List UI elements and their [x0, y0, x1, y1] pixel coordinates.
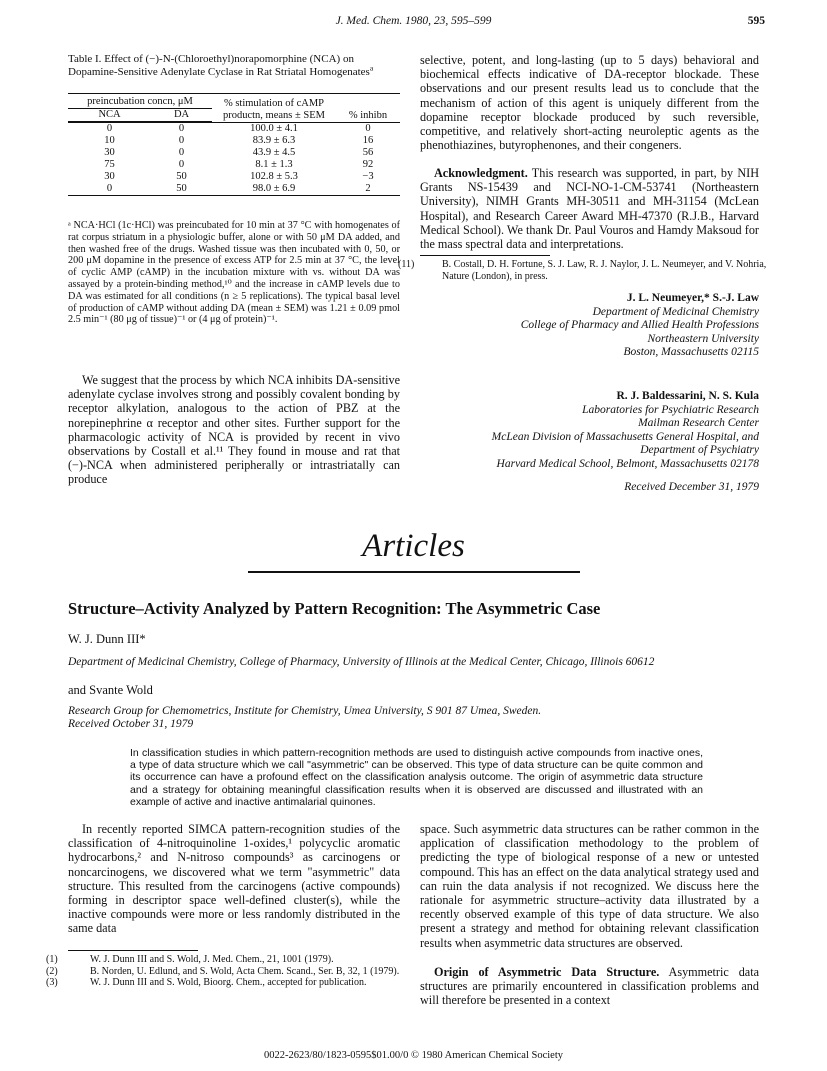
table-row — [68, 147, 400, 159]
paper-received-date: Received October 31, 1979 — [68, 718, 194, 730]
paper-author-1: W. J. Dunn III* — [68, 632, 146, 646]
table-cell-nca: 30 — [104, 147, 115, 158]
abstract: In classification studies in which pattern-recognition methods are used to distinguish active compounds from inactive ones, a type of data structure which we call "asymmetric" can be observed. This type of data structure can be quite common and its occurrence can have a profound effect on the classification analysis outcome. The origin of asymmetric data structure and a strategy for obtaining meaningful classification results when it is observed are discussed and illustrated with an example of active and inactive antimalarial quinones. — [130, 747, 703, 808]
reference-11 — [398, 259, 781, 282]
table-cell-stim: 100.0 ± 4.1 — [250, 123, 298, 134]
table-caption-label: Table I. — [68, 53, 102, 65]
header-nca: NCA — [68, 109, 151, 122]
author-block-1 — [420, 292, 759, 360]
heading-rule — [248, 571, 580, 573]
table-cell-da: 50 — [151, 183, 212, 196]
author-block-2 — [420, 390, 759, 471]
header-da: DA — [151, 109, 212, 122]
table-cell-nca: 75 — [104, 159, 115, 170]
reference-text: B. Costall, D. H. Fortune, S. J. Law, R. J. Naylor, J. L. Neumeyer, and V. Nohria, Nature (London), in press. — [442, 259, 767, 282]
table-cell-stim: 43.9 ± 4.5 — [252, 147, 296, 158]
table-cell-da: 0 — [178, 123, 185, 134]
affiliation-line: Department of Psychiatry — [640, 444, 759, 456]
page-number: 595 — [747, 15, 765, 27]
received-date-1: Received December 31, 1979 — [624, 481, 759, 493]
reference-list — [46, 954, 400, 989]
table-cell-stim: 83.9 ± 6.3 — [252, 135, 296, 146]
table-caption-mark: a — [369, 62, 374, 72]
table-cell-da: 0 — [178, 135, 185, 146]
table-cell-inhibn: −3 — [362, 171, 374, 182]
author-names-2: R. J. Baldessarini, N. S. Kula — [616, 390, 759, 402]
table-cell-nca: 10 — [104, 135, 115, 146]
table-cell-da: 0 — [178, 159, 185, 170]
origin-section-label: Origin of Asymmetric Data Structure. — [434, 965, 660, 979]
affiliation-line: Department of Medicinal Chemistry — [592, 305, 759, 318]
table-caption-text: Effect of (−)-N-(Chloroethyl)norapomorphine (NCA) on Dopamine-Sensitive Adenylate Cyclase in Rat Striatal Homogenates — [68, 53, 370, 78]
table-cell-nca: 0 — [106, 123, 113, 134]
affiliation-line: McLean Division of Massachusetts General Hospital, and — [491, 430, 759, 443]
table-row — [68, 123, 400, 136]
table-cell-inhibn: 92 — [362, 159, 374, 170]
reference-item — [46, 977, 400, 989]
table-cell-stim: 8.1 ± 1.3 — [255, 159, 293, 170]
affiliation-line: Boston, Massachusetts 02115 — [623, 346, 759, 358]
reference-text: W. J. Dunn III and S. Wold, J. Med. Chem., 21, 1001 (1979). — [90, 954, 334, 965]
paper-affiliation-2 — [68, 705, 768, 731]
running-header: J. Med. Chem. 1980, 23, 595–599 — [335, 15, 492, 27]
table-cell-nca: 30 — [104, 171, 115, 182]
acknowledgment-label: Acknowledgment. — [434, 166, 528, 180]
affiliation-line: Harvard Medical School, Belmont, Massachusetts 02178 — [496, 457, 759, 470]
table-footnote: ᵃ NCA·HCl (1c·HCl) was preincubated for 10 min at 37 °C with homogenates of rat corpus striatum in a physiologic buffer, alone or with 50 μM DA added, and then washed free of the drugs. Washed tissue was then incubated with 0, 50, or 200 μM dopamine in the presence of excess ATP for 2.5 min at 37 °C, the level of cyclic AMP (cAMP) in the incubation mixture with vs. without DA was assayed by a protein-binding method,¹⁰ and the increase in cAMP levels due to DA was estimated for all conditions (n ≥ 5 replications). The typical basal level of production of cAMP without adding DA (mean ± SEM) was 1.21 ± 0.09 pmol 2.5 min⁻¹ (80 μg of tissue)⁻¹ or (4 μg of protein)⁻¹. — [68, 220, 400, 326]
table-cell-inhibn: 2 — [336, 183, 400, 196]
paper-title: Structure–Activity Analyzed by Pattern Recognition: The Asymmetric Case — [68, 599, 601, 618]
origin-section-text: Asymmetric data structures are primarily encountered in classification problems and will therefore be presented in a context — [420, 965, 759, 1008]
reference-text: B. Norden, U. Edlund, and S. Wold, Acta Chem. Scand., Ser. B, 32, 1 (1979). — [90, 965, 400, 977]
ref-separator-top — [420, 255, 759, 256]
table-cell-stim: 102.8 ± 5.3 — [250, 171, 298, 182]
reference-number: (1) — [46, 954, 58, 965]
section-heading-articles: Articles — [362, 528, 465, 564]
body-left-paragraph: In recently reported SIMCA pattern-recognition studies of the classification of 4-nitroquinoline 1-oxides,¹ polycyclic aromatic hydrocarbons,² and N-nitroso compounds³ as carcinogens or noncarcinogens, we discovered what we term "asymmetric" data structure. This resulted from the carcinogens (active compounds) forming in descriptor space well-defined cluster(s), while the inactive compounds were more or less randomly distributed in the same data — [68, 822, 400, 936]
affiliation-2-text: Research Group for Chemometrics, Institute for Chemistry, Umea University, S 901 87 Umea, Sweden. — [68, 705, 542, 717]
acknowledgment-text: This research was supported, in part, by NIH Grants NS-15439 and NCI-NO-1-CM-53741 (Northeastern University), NIMH Grants MH-30511 and MH-31154 (McLean Hospital), and Research Career Award MH-47370 (R.J.B., Harvard Medical School). We thank Dr. Paul Vouros and Hamdy Maksoud for the mass spectral data and interpretations. — [420, 166, 760, 252]
paper-author-2: and Svante Wold — [68, 683, 153, 697]
right-paragraph: selective, potent, and long-lasting (up to 5 days) behavioral and biochemical effects indicative of DA-receptor blockade. These observations and our present results lead us to conclude that the mechanism of action of this agent is uniquely different from the dopamine receptor blockade produced by such reversible, competitive, and relatively short-acting neuroleptic agents as the phenothiazines, butyrophenones, and their congeners. — [420, 53, 759, 153]
affiliation-line: Mailman Research Center — [638, 417, 759, 429]
results-table — [68, 93, 400, 196]
table-cell-da: 0 — [178, 147, 185, 158]
header-stimulation: % stimulation of cAMP productn, means ± SEM — [222, 97, 325, 121]
table-cell-inhibn: 56 — [362, 147, 374, 158]
header-inhibition: % inhibn — [348, 109, 388, 121]
reference-number: (3) — [46, 977, 58, 988]
affiliation-line: College of Pharmacy and Allied Health Professions — [520, 319, 759, 331]
footnote-separator — [68, 950, 400, 951]
header-preincubation: preincubation concn, μM — [68, 94, 212, 109]
reference-text: W. J. Dunn III and S. Wold, Bioorg. Chem., accepted for publication. — [90, 977, 367, 988]
table-cell-inhibn: 0 — [365, 123, 371, 134]
table-row — [68, 183, 400, 196]
table-cell-nca: 0 — [68, 183, 151, 196]
author-names-1: J. L. Neumeyer,* S.-J. Law — [626, 292, 759, 304]
table-cell-stim: 98.0 ± 6.9 — [212, 183, 336, 196]
reference-item — [46, 965, 400, 978]
copyright-footer: 0022-2623/80/1823-0595$01.00/0 © 1980 American Chemical Society — [263, 1050, 564, 1061]
body-right-paragraph: space. Such asymmetric data structures can be rather common in the application of classification methodology to the problem of predicting the type of biological response of a new or untested compound. This has an effect on the data analytical strategy used and can ruin the data analysis if not recognized. We discuss here the rationale for asymmetric structure–activity data illustrated by a recently observed example of this type of data structure. We also present a strategy and method for obtaining relevant classification results when asymmetric data structures are observed. — [420, 822, 759, 950]
reference-number: (2) — [46, 965, 58, 977]
table-row — [68, 159, 400, 171]
reference-number: (11) — [398, 259, 415, 270]
paper-affiliation-1: Department of Medicinal Chemistry, College of Pharmacy, University of Illinois at the Medical Center, Chicago, Illinois 60612 — [68, 656, 655, 668]
affiliation-line: Northeastern University — [647, 332, 759, 345]
reference-item — [46, 954, 400, 966]
table-row — [68, 171, 400, 183]
left-paragraph: We suggest that the process by which NCA inhibits DA-sensitive adenylate cyclase involves strong and possibly covalent bonding by receptor alkylation, analogous to the action of PBZ at the norepinephrine α receptor and other sites. Further support for the pharmacologic activity of NCA is provided by recent in vivo observations by Costall et al.¹¹ They found in mouse and rat that (−)-NCA when administered peripherally or intrastriatally can produce — [68, 373, 400, 487]
acknowledgment — [420, 166, 759, 251]
affiliation-line: Laboratories for Psychiatric Research — [582, 403, 759, 416]
origin-section — [420, 965, 759, 1008]
table-caption — [68, 53, 400, 78]
table-cell-inhibn: 16 — [362, 135, 374, 146]
table-cell-da: 50 — [176, 171, 187, 182]
table-row — [68, 135, 400, 147]
